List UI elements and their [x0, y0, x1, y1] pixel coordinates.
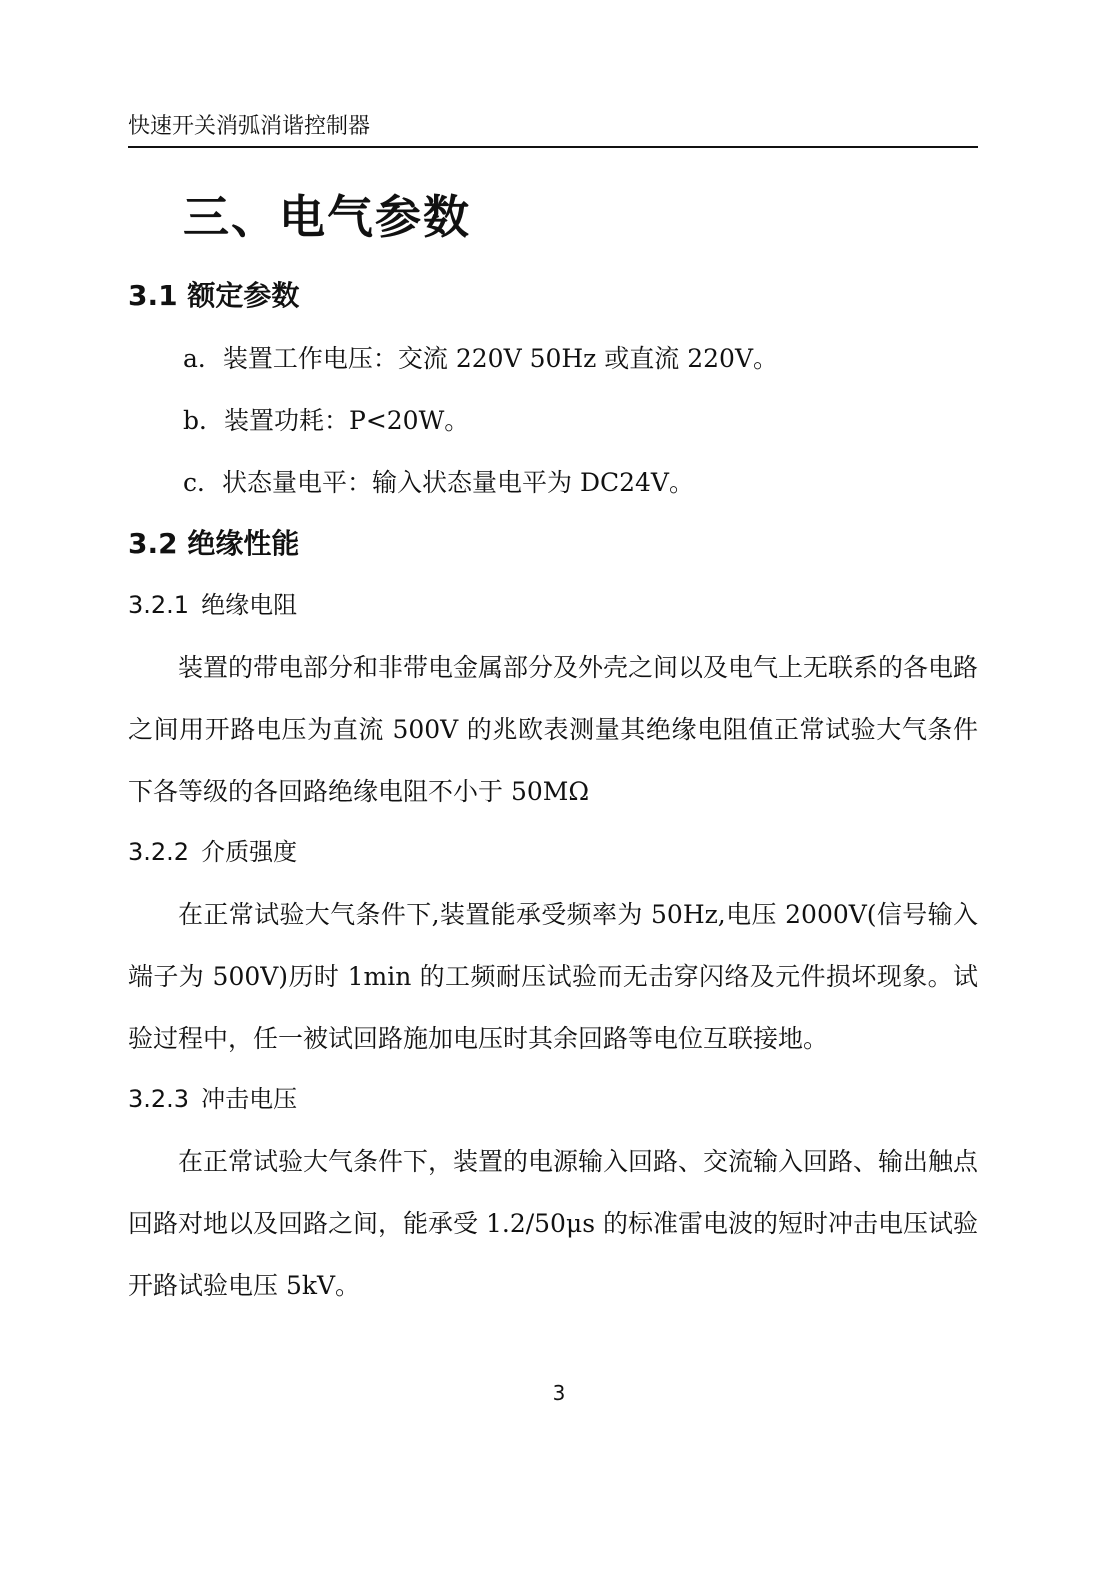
running-header: 快速开关消弧消谐控制器: [128, 114, 371, 139]
paragraph-dielectric-strength: 在正常试验大气条件下,装置能承受频率为 50Hz,电压 2000V(信号输入端子为 500V)历时 1min 的工频耐压试验而无击穿闪络及元件损坏现象。试验过程中，任一被试回路施加电压时其余回路等电位互联接地。: [128, 900, 978, 1053]
page-number: 3: [552, 1381, 566, 1405]
subsection-label: 介质强度: [201, 838, 298, 866]
section-title-3-2: 3.2 绝缘性能: [128, 527, 300, 560]
subsection-title-3-2-3: [128, 1081, 297, 1117]
subsection-number: 3.2.2: [128, 838, 190, 866]
subsection-title-3-2-2: [128, 834, 297, 870]
section-title-3-1: 3.1 额定参数: [128, 279, 300, 312]
subsection-label: 冲击电压: [201, 1085, 298, 1113]
header-rule: [128, 146, 978, 148]
subsection-number: 3.2.1: [128, 591, 190, 619]
rated-param-item-c: c．状态量电平：输入状态量电平为 DC24V。: [183, 468, 694, 497]
paragraph-impulse-voltage: 在正常试验大气条件下，装置的电源输入回路、交流输入回路、输出触点回路对地以及回路之间，能承受 1.2/50μs 的标准雷电波的短时冲击电压试验开路试验电压 5kV。: [128, 1147, 979, 1300]
subsection-title-3-2-1: [128, 587, 297, 623]
subsection-number: 3.2.3: [128, 1085, 190, 1113]
subsection-label: 绝缘电阻: [201, 591, 298, 619]
rated-param-item-a: a．装置工作电压：交流 220V 50Hz 或直流 220V。: [183, 344, 779, 373]
rated-param-item-b: b．装置功耗：P<20W。: [183, 406, 470, 435]
chapter-title: 三、电气参数: [183, 190, 471, 244]
paragraph-insulation-resistance: 装置的带电部分和非带电金属部分及外壳之间以及电气上无联系的各电路之间用开路电压为直流 500V 的兆欧表测量其绝缘电阻值正常试验大气条件下各等级的各回路绝缘电阻不小于 50MΩ: [128, 653, 979, 806]
